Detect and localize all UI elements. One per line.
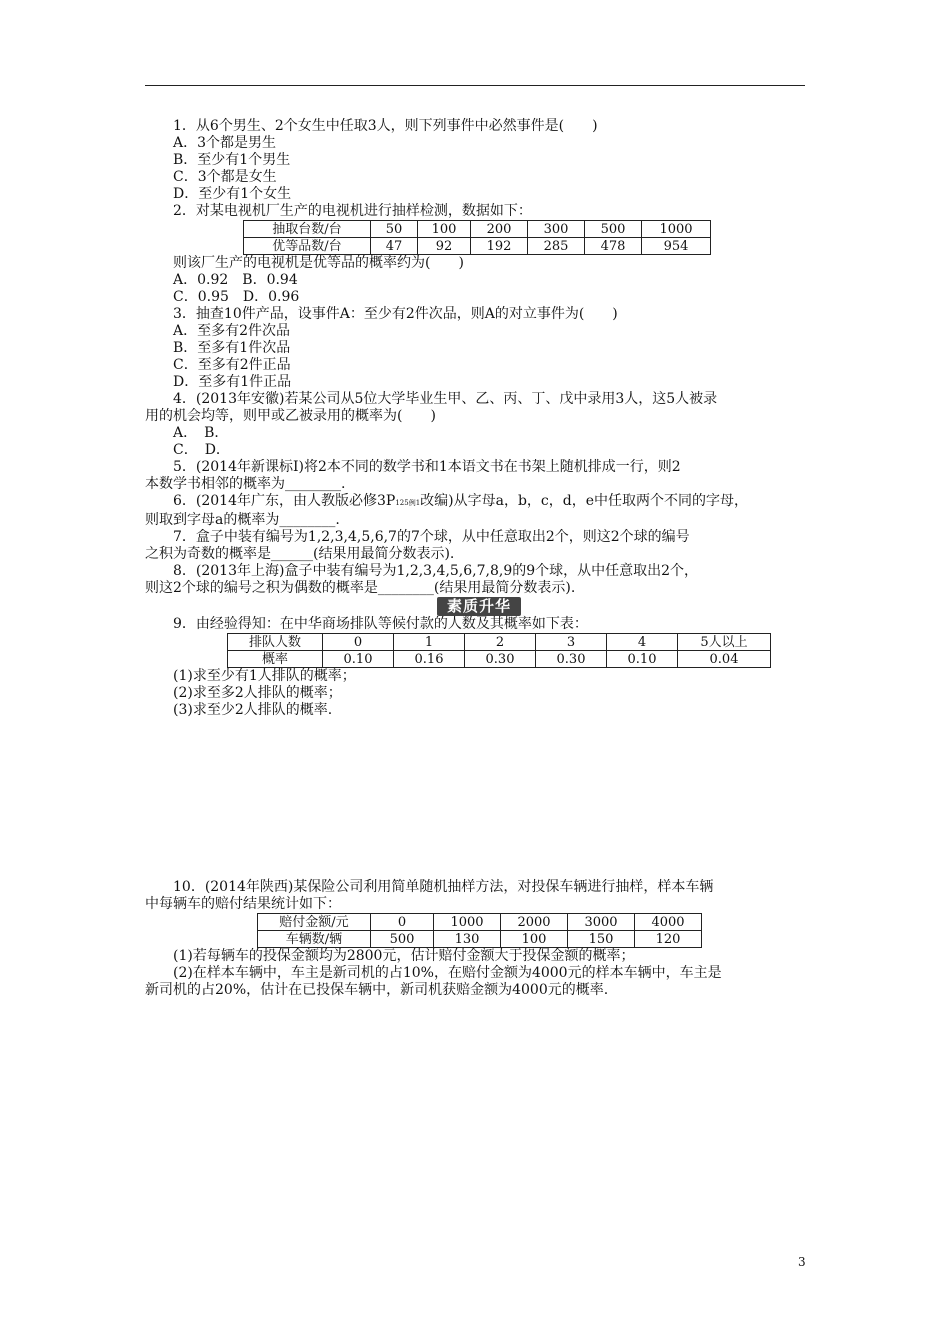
q5-line1: 5．(2014年新课标Ⅰ)将2本不同的数学书和1本语文书在书架上随机排成一行，则2 (173, 459, 681, 475)
q2-table-wrap (145, 220, 807, 255)
table-cell: 抽取台数/台 (244, 221, 371, 238)
q3-option-b: B．至多有1件次品 (173, 340, 291, 356)
q4-options-ab: A． B． (173, 425, 229, 441)
table-cell: 100 (501, 931, 568, 948)
q6-subscript: 125例1 (395, 499, 421, 507)
q8-line2: 则这2个球的编号之积为偶数的概率是________(结果用最简分数表示). (145, 580, 576, 596)
q9-part-2: (2)求至多2人排队的概率； (173, 685, 342, 701)
table-cell: 0 (371, 914, 434, 931)
table-cell: 排队人数 (228, 634, 323, 651)
table-cell: 0.30 (465, 651, 536, 668)
q3-option-a: A．至多有2件次品 (173, 323, 291, 339)
table-cell: 2 (465, 634, 536, 651)
q10-line1: 10．(2014年陕西)某保险公司利用简单随机抽样方法，对投保车辆进行抽样，样本车辆 (173, 879, 714, 895)
table-cell: 150 (568, 931, 635, 948)
q10-line2: 中每辆车的赔付结果统计如下： (145, 896, 341, 912)
q1-option-d: D．至少有1个女生 (173, 186, 292, 202)
q2-options-ab: A．0.92 B．0.94 (173, 272, 298, 288)
q1-option-c: C．3个都是女生 (173, 169, 277, 185)
q7-line2: 之积为奇数的概率是______(结果用最简分数表示). (145, 546, 455, 562)
table-cell: 赔付金额/元 (258, 914, 371, 931)
table-cell: 0.10 (607, 651, 678, 668)
table-cell: 1000 (434, 914, 501, 931)
q9-part-1: (1)求至少有1人排队的概率； (173, 668, 356, 684)
table-row (258, 931, 702, 948)
table-cell: 1000 (642, 221, 711, 238)
table-row (228, 634, 771, 651)
table-row (228, 651, 771, 668)
table-cell: 500 (371, 931, 434, 948)
table-cell: 0.10 (323, 651, 394, 668)
table-cell: 300 (528, 221, 585, 238)
table-cell: 100 (418, 221, 471, 238)
q4-options-cd: C． D． (173, 442, 230, 458)
q1-option-b: B．至少有1个男生 (173, 152, 291, 168)
page-number: 3 (798, 1255, 806, 1269)
table-cell: 50 (371, 221, 418, 238)
table-row (244, 238, 711, 255)
q3-stem: 3．抽查10件产品，设事件A：至少有2件次品，则A的对立事件为( ) (173, 306, 618, 322)
q6-line1-b: 改编)从字母a，b，c，d，e中任取两个不同的字母， (420, 493, 749, 509)
table-cell: 1 (394, 634, 465, 651)
q2-question: 则该厂生产的电视机是优等品的概率约为( ) (173, 255, 464, 271)
table-row (244, 221, 711, 238)
q3-option-c: C．至多有2件正品 (173, 357, 291, 373)
q5-line2: 本数学书相邻的概率为________. (145, 476, 346, 492)
answer-space (145, 719, 807, 879)
q1-stem: 1．从6个男生、2个女生中任取3人，则下列事件中必然事件是( ) (173, 118, 598, 134)
table-cell: 0 (323, 634, 394, 651)
worksheet-body (145, 118, 807, 999)
q9-part-3: (3)求至少2人排队的概率. (173, 702, 333, 718)
table-cell: 130 (434, 931, 501, 948)
q9-stem: 9．由经验得知：在中华商场排队等候付款的人数及其概率如下表： (173, 616, 588, 632)
table-cell: 192 (471, 238, 528, 255)
q1-option-a: A．3个都是男生 (173, 135, 277, 151)
q9-table-wrap (145, 633, 807, 668)
table-cell: 4000 (635, 914, 702, 931)
table-cell: 478 (585, 238, 642, 255)
q7-line1: 7．盒子中装有编号为1,2,3,4,5,6,7的7个球，从中任意取出2个，则这2个球的编号 (173, 529, 690, 545)
q4-line1: 4．(2013年安徽)若某公司从5位大学毕业生甲、乙、丙、丁、戊中录用3人，这5人被录 (173, 391, 718, 407)
table-cell: 0.04 (678, 651, 771, 668)
section-title: 素质升华 (437, 597, 521, 616)
q10-part-2-line1: (2)在样本车辆中，车主是新司机的占10%，在赔付金额为4000元的样本车辆中，车主是 (173, 965, 722, 981)
table-row (258, 914, 702, 931)
q10-part-2-line2: 新司机的占20%，估计在已投保车辆中，新司机获赔金额为4000元的概率. (145, 982, 609, 998)
table-cell: 0.30 (536, 651, 607, 668)
table-cell: 285 (528, 238, 585, 255)
table-cell: 47 (371, 238, 418, 255)
q8-line1: 8．(2013年上海)盒子中装有编号为1,2,3,4,5,6,7,8,9的9个球，从中任意取出2个， (173, 563, 699, 579)
q6-line1-a: 6．(2014年广东，由人教版必修3P (173, 493, 396, 509)
q10-table-wrap (145, 913, 807, 948)
table-cell: 500 (585, 221, 642, 238)
table-cell: 92 (418, 238, 471, 255)
q10-table (257, 913, 702, 948)
table-cell: 车辆数/辆 (258, 931, 371, 948)
table-cell: 3 (536, 634, 607, 651)
table-cell: 3000 (568, 914, 635, 931)
table-cell: 120 (635, 931, 702, 948)
table-cell: 200 (471, 221, 528, 238)
q2-stem: 2．对某电视机厂生产的电视机进行抽样检测，数据如下： (173, 203, 532, 219)
q10-part-1: (1)若每辆车的投保金额均为2800元，估计赔付金额大于投保金额的概率； (173, 948, 635, 964)
q3-option-d: D．至多有1件正品 (173, 374, 292, 390)
q9-table (227, 633, 771, 668)
q6-line2: 则取到字母a的概率为________. (145, 512, 340, 528)
q2-options-cd: C．0.95 D．0.96 (173, 289, 300, 305)
q4-line2: 用的机会均等，则甲或乙被录用的概率为( ) (145, 408, 436, 424)
table-cell: 0.16 (394, 651, 465, 668)
table-cell: 概率 (228, 651, 323, 668)
table-cell: 优等品数/台 (244, 238, 371, 255)
q2-table (243, 220, 711, 255)
section-title-wrap (145, 597, 807, 616)
table-cell: 4 (607, 634, 678, 651)
table-cell: 5人以上 (678, 634, 771, 651)
table-cell: 2000 (501, 914, 568, 931)
table-cell: 954 (642, 238, 711, 255)
q6-line1 (145, 493, 807, 512)
header-rule (145, 85, 805, 86)
